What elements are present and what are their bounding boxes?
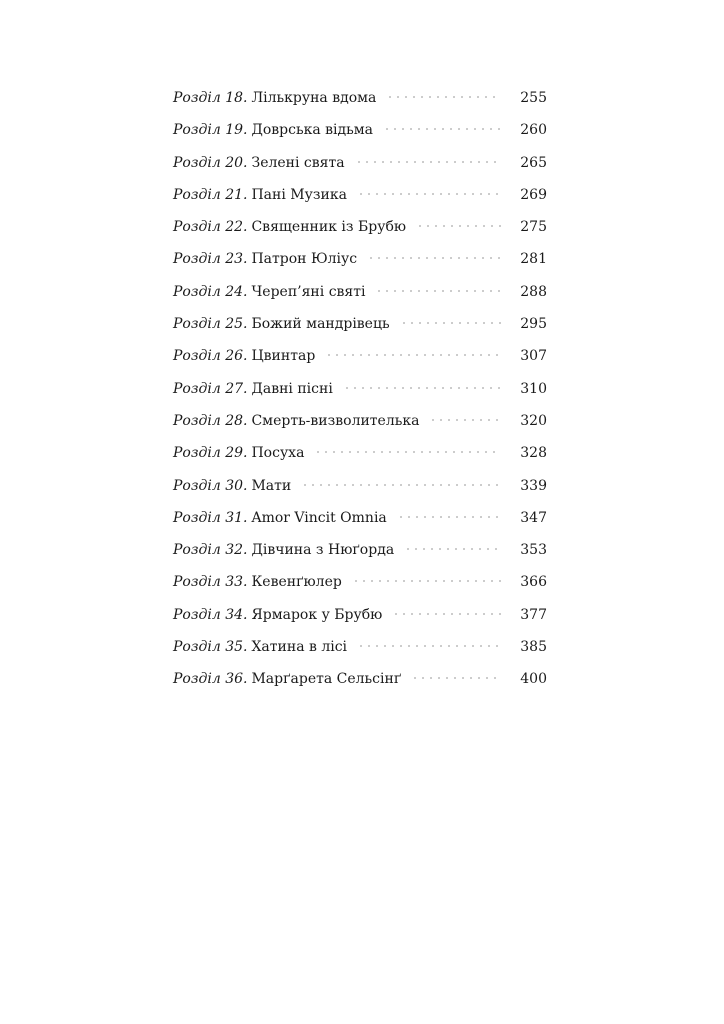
- toc-entry: [173, 379, 547, 411]
- dot-leader: [357, 645, 501, 647]
- toc-entry: [173, 249, 547, 281]
- toc-entry: [173, 508, 547, 540]
- dot-leader: [367, 257, 501, 259]
- toc-entry: [173, 605, 547, 637]
- dot-leader: [392, 613, 501, 615]
- page-number: 295: [520, 316, 547, 333]
- chapter-title: Доврська відьма: [251, 122, 373, 139]
- chapter-label: Розділ 36.: [173, 671, 248, 688]
- dot-leader: [429, 419, 501, 421]
- toc-entry: [173, 540, 547, 572]
- page-number: 260: [520, 122, 547, 139]
- chapter-label: Розділ 20.: [173, 154, 248, 171]
- chapter-title: Марґарета Сельсінґ: [251, 671, 402, 688]
- dot-leader: [325, 354, 501, 356]
- chapter-label: Розділ 27.: [173, 380, 248, 397]
- chapter-title: Пані Музика: [251, 186, 347, 203]
- page-number: 328: [520, 445, 547, 462]
- toc-entry: [173, 572, 547, 604]
- chapter-label: Розділ 28.: [173, 412, 248, 429]
- chapter-title: Божий мандрівець: [251, 316, 390, 333]
- page-number: 281: [520, 251, 547, 268]
- dot-leader: [343, 387, 501, 389]
- page-number: 310: [520, 380, 547, 397]
- dot-leader: [411, 677, 501, 679]
- page-number: 347: [520, 509, 547, 526]
- chapter-title: Давні пісні: [251, 380, 333, 397]
- page-number: 353: [520, 542, 547, 559]
- dot-leader: [375, 290, 501, 292]
- page-number: 377: [520, 606, 547, 623]
- toc-entry: [173, 282, 547, 314]
- chapter-label: Розділ 18.: [173, 90, 248, 106]
- chapter-label: Розділ 33.: [173, 574, 248, 591]
- dot-leader: [357, 193, 501, 195]
- dot-leader: [352, 580, 501, 582]
- chapter-title: Amor Vincit Omnia: [251, 509, 387, 526]
- toc-entry: [173, 346, 547, 378]
- page-number: 307: [520, 348, 547, 365]
- chapter-label: Розділ 19.: [173, 122, 248, 139]
- page-number: 320: [520, 412, 547, 429]
- toc-entry: [173, 637, 547, 669]
- chapter-label: Розділ 21.: [173, 186, 248, 203]
- dot-leader: [416, 225, 501, 227]
- toc-entry: [173, 185, 547, 217]
- page-number: 269: [520, 186, 547, 203]
- page-number: 288: [520, 283, 547, 300]
- toc-entry: [173, 88, 547, 120]
- toc-entry: [173, 217, 547, 249]
- toc-entry: [173, 411, 547, 443]
- chapter-title: Патрон Юліус: [251, 251, 358, 268]
- toc-entry: [173, 314, 547, 346]
- chapter-title: Лількруна вдома: [251, 90, 377, 106]
- chapter-title: Дівчина з Нюґорда: [251, 542, 395, 559]
- dot-leader: [301, 484, 501, 486]
- dot-leader: [400, 322, 501, 324]
- dot-leader: [355, 161, 501, 163]
- chapter-title: Цвинтар: [251, 348, 316, 365]
- chapter-label: Розділ 30.: [173, 477, 248, 494]
- chapter-label: Розділ 32.: [173, 542, 248, 559]
- dot-leader: [404, 548, 501, 550]
- chapter-label: Розділ 35.: [173, 639, 248, 656]
- toc-entry: [173, 120, 547, 152]
- page-number: 255: [520, 90, 547, 106]
- page-number: 265: [520, 154, 547, 171]
- chapter-title: Хатина в лісі: [251, 639, 348, 656]
- chapter-title: Смерть-визволителька: [251, 412, 420, 429]
- chapter-label: Розділ 31.: [173, 509, 248, 526]
- chapter-label: Розділ 22.: [173, 219, 248, 236]
- dot-leader: [383, 128, 501, 130]
- page-number: 366: [520, 574, 547, 591]
- chapter-title: Священник із Брубю: [251, 219, 407, 236]
- chapter-label: Розділ 23.: [173, 251, 248, 268]
- dot-leader: [386, 96, 501, 98]
- chapter-title: Зелені свята: [251, 154, 345, 171]
- chapter-label: Розділ 26.: [173, 348, 248, 365]
- chapter-label: Розділ 29.: [173, 445, 248, 462]
- chapter-title: Посуха: [251, 445, 305, 462]
- page-number: 400: [520, 671, 547, 688]
- chapter-title: Кевенґюлер: [251, 574, 342, 591]
- table-of-contents: [173, 88, 547, 702]
- chapter-title: Череп’яні святі: [251, 283, 366, 300]
- page-number: 275: [520, 219, 547, 236]
- chapter-label: Розділ 25.: [173, 316, 248, 333]
- dot-leader: [314, 451, 501, 453]
- toc-entry: [173, 443, 547, 475]
- chapter-label: Розділ 34.: [173, 606, 248, 623]
- toc-entry: [173, 669, 547, 701]
- page-number: 339: [520, 477, 547, 494]
- page-number: 385: [520, 639, 547, 656]
- chapter-title: Мати: [251, 477, 292, 494]
- chapter-label: Розділ 24.: [173, 283, 248, 300]
- toc-entry: [173, 476, 547, 508]
- chapter-title: Ярмарок у Брубю: [251, 606, 383, 623]
- toc-entry: [173, 153, 547, 185]
- dot-leader: [397, 516, 501, 518]
